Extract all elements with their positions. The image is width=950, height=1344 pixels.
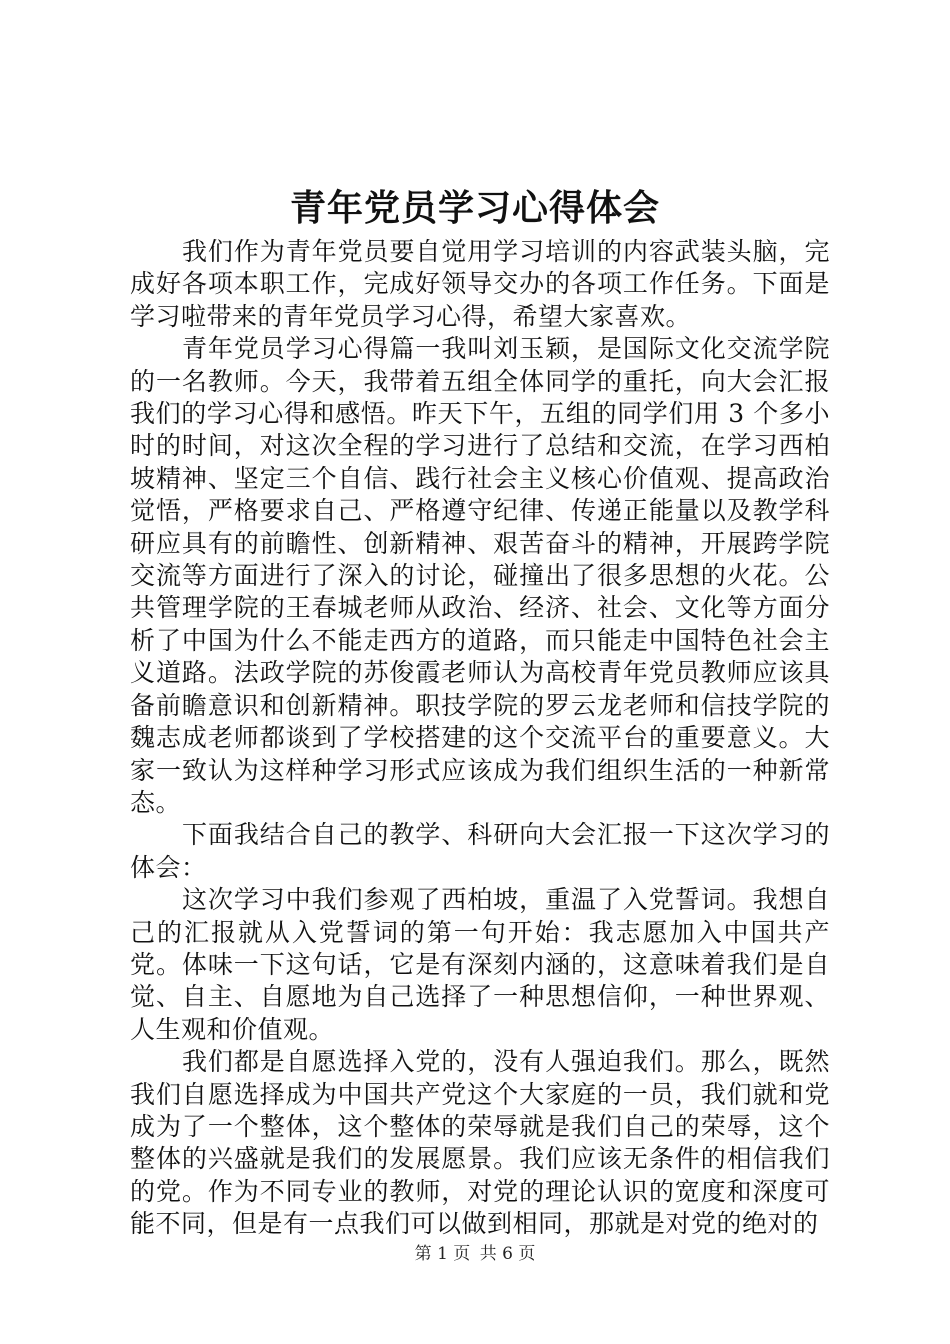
page-total: 共 6 页 — [479, 1244, 536, 1264]
document-body — [130, 236, 830, 1241]
document-title: 青年党员学习心得体会 — [289, 187, 660, 229]
paragraph-report-intro: 下面我结合自己的教学、科研向大会汇报一下这次学习的体会： — [130, 820, 830, 882]
paragraph-intro: 我们作为青年党员要自觉用学习培训的内容武装头脑，完成好各项本职工作，完成好领导交办的各项工作任务。下面是学习啦带来的青年党员学习心得，希望大家喜欢。 — [130, 237, 830, 331]
paragraph-oath: 这次学习中我们参观了西柏坡，重温了入党誓词。我想自己的汇报就从入党誓词的第一句开始：我志愿加入中国共产党。体味一下这句话，它是有深刻内涵的，这意味着我们是自觉、自主、自愿地为自己选择了一种思想信仰，一种世界观、人生观和价值观。 — [130, 885, 830, 1044]
paragraph-part-one: 青年党员学习心得篇一我叫刘玉颖，是国际文化交流学院的一名教师。今天，我带着五组全体同学的重托，向大会汇报我们的学习心得和感悟。昨天下午，五组的同学们用 3 个多小时的时间，对这次全程的学习进行了总结和交流，在学习西柏坡精神、坚定三个自信、践行社会主义核心价值观、提高政治觉悟，严格要求自己、严格遵守纪律、传递正能量以及教学科研应具有的前瞻性、创新精神、艰苦奋斗的精神，开展跨学院交流等方面进行了深入的讨论，碰撞出了很多思想的火花。公共管理学院的王春城老师从政治、经济、社会、文化等方面分析了中国为什么不能走西方的道路，而只能走中国特色社会主义道路。法政学院的苏俊霞老师认为高校青年党员教师应该具备前瞻意识和创新精神。职技学院的罗云龙老师和信技学院的魏志成老师都谈到了学校搭建的这个交流平台的重要意义。大家一致认为这样种学习形式应该成为我们组织生活的一种新常态。 — [130, 334, 830, 817]
page-footer — [0, 1243, 950, 1265]
paragraph-voluntary: 我们都是自愿选择入党的，没有人强迫我们。那么，既然我们自愿选择成为中国共产党这个大家庭的一员，我们就和党成为了一个整体，这个整体的荣辱就是我们自己的荣辱，这个整体的兴盛就是我们的发展愿景。我们应该无条件的相信我们的党。作为不同专业的教师，对党的理论认识的宽度和深度可能不同，但是有一点我们可以做到相同，那就是对党的绝对的 — [130, 1047, 830, 1239]
page-number: 第 1 页 — [414, 1244, 471, 1264]
